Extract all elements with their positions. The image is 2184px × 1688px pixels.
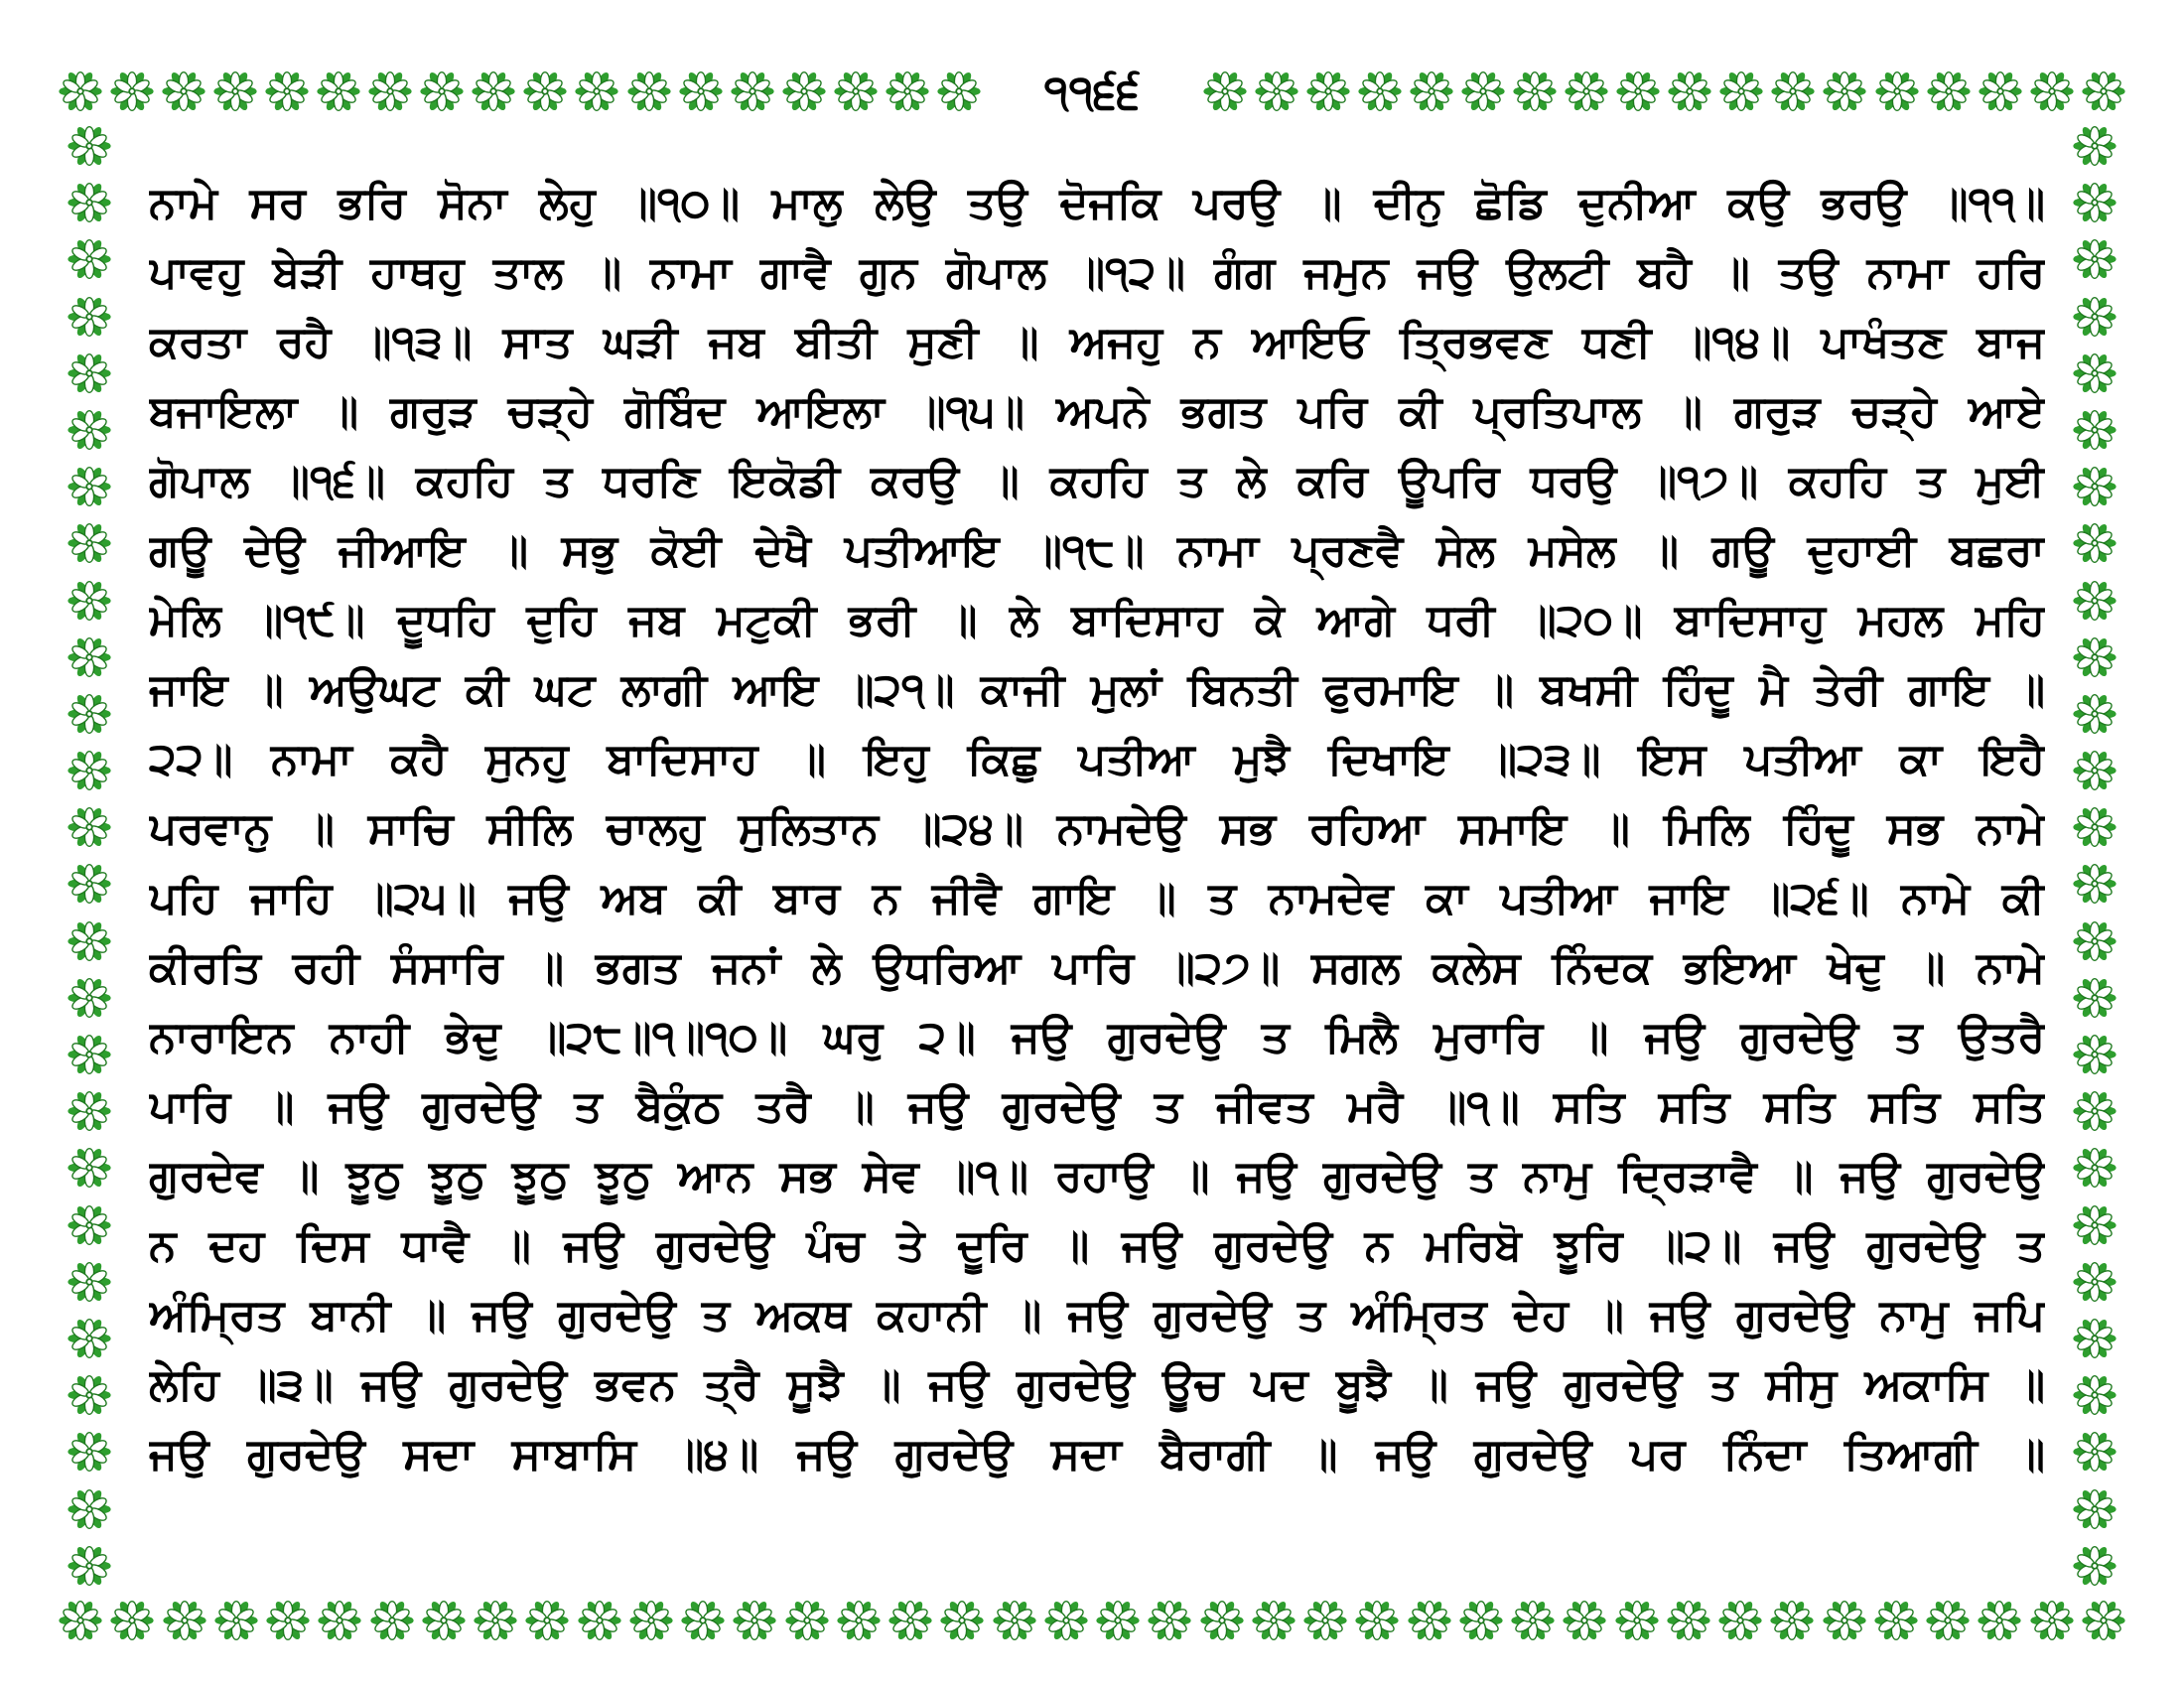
flower-icon	[2072, 1202, 2117, 1248]
flower-icon	[67, 236, 112, 282]
text-line: ਮੇਲਿ ॥੧੯॥ ਦੂਧਹਿ ਦੁਹਿ ਜਬ ਮਟੁਕੀ ਭਰੀ ॥ ਲੇ ਬਾਦਿਸਾਹ ਕੇ ਆਗੇ ਧਰੀ ॥੨੦॥ ਬਾਦਿਸਾਹੁ ਮਹਲ ਮਹਿ	[149, 595, 2045, 645]
flower-icon	[2072, 1429, 2117, 1475]
flower-icon	[67, 520, 112, 566]
flower-icon	[58, 1598, 103, 1643]
flower-icon	[162, 1598, 207, 1643]
flower-icon	[67, 1543, 112, 1589]
flower-icon	[67, 1372, 112, 1418]
flower-icon	[2072, 294, 2117, 340]
flower-icon	[67, 1032, 112, 1077]
text-line: ਕਰਤਾ ਰਹੈ ॥੧੩॥ ਸਾਤ ਘੜੀ ਜਬ ਬੀਤੀ ਸੁਣੀ ॥ ਅਜਹੁ ਨ ਆਇਓ ਤ੍ਰਿਭਵਣ ਧਣੀ ॥੧੪॥ ਪਾਖੰਤਣ ਬਾਜ	[149, 317, 2045, 367]
flower-icon	[67, 918, 112, 964]
flower-icon	[67, 1259, 112, 1305]
flower-icon	[1095, 1598, 1141, 1643]
flower-icon	[2072, 180, 2117, 225]
flower-icon	[2072, 1486, 2117, 1532]
flower-icon	[577, 1598, 622, 1643]
flower-icon	[2072, 464, 2117, 509]
text-line: ਕੀਰਤਿ ਰਹੀ ਸੰਸਾਰਿ ॥ ਭਗਤ ਜਨਾਂ ਲੇ ਉਧਰਿਆ ਪਾਰਿ ॥੨੭॥ ਸਗਲ ਕਲੇਸ ਨਿੰਦਕ ਭਇਆ ਖੇਦੁ ॥ ਨਾਮੇ	[149, 942, 2045, 993]
flower-icon	[1458, 1598, 1504, 1643]
flower-icon	[67, 1486, 112, 1532]
flower-icon	[2072, 236, 2117, 282]
flower-icon	[317, 1598, 362, 1643]
border-right	[2063, 123, 2126, 1589]
text-line: ਗਊ ਦੇਉ ਜੀਆਇ ॥ ਸਭੁ ਕੋਈ ਦੇਖੈ ਪਤੀਆਇ ॥੧੮॥ ਨਾਮਾ ਪ੍ਰਣਵੈ ਸੇਲ ਮਸੇਲ ॥ ਗਊ ਦੁਹਾਈ ਬਛਰਾ	[149, 525, 2045, 576]
flower-icon	[67, 1202, 112, 1248]
flower-icon	[1510, 1598, 1556, 1643]
flower-icon	[887, 1598, 933, 1643]
flower-icon	[67, 861, 112, 907]
flower-icon	[1043, 1598, 1089, 1643]
text-line: ਨਾਮੇ ਸਰ ਭਰਿ ਸੋਨਾ ਲੇਹੁ ॥੧੦॥ ਮਾਲੁ ਲੇਉ ਤਉ ਦੋਜਕਿ ਪਰਉ ॥ ਦੀਨੁ ਛੋਡਿ ਦੁਨੀਆ ਕਉ ਭਰਉ ॥੧੧॥	[149, 178, 2045, 228]
flower-icon	[1873, 1598, 1919, 1643]
text-line: ਗੁਰਦੇਵ ॥ ਝੂਠੁ ਝੂਠੁ ਝੂਠੁ ਝੂਠੁ ਆਨ ਸਭ ਸੇਵ ॥੧॥ ਰਹਾਉ ॥ ਜਉ ਗੁਰਦੇਉ ਤ ਨਾਮੁ ਦ੍ਰਿੜਾਵੈ ॥ ਜਉ ਗੁਰਦੇਉ	[149, 1151, 2045, 1201]
flower-icon	[213, 1598, 259, 1643]
flower-icon	[109, 1598, 155, 1643]
flower-icon	[1925, 1598, 1971, 1643]
text-line: ੨੨॥ ਨਾਮਾ ਕਹੈ ਸੁਨਹੁ ਬਾਦਿਸਾਹ ॥ ਇਹੁ ਕਿਛੁ ਪਤੀਆ ਮੁਝੈ ਦਿਖਾਇ ॥੨੩॥ ਇਸ ਪਤੀਆ ਕਾ ਇਹੈ	[149, 734, 2045, 784]
flower-icon	[992, 1598, 1037, 1643]
flower-icon	[2072, 1032, 2117, 1077]
flower-icon	[524, 1598, 570, 1643]
flower-icon	[1302, 1598, 1348, 1643]
flower-icon	[2072, 634, 2117, 680]
flower-icon	[1199, 1598, 1245, 1643]
flower-icon	[2072, 804, 2117, 850]
flower-icon	[2072, 407, 2117, 453]
text-line: ਪਹਿ ਜਾਹਿ ॥੨੫॥ ਜਉ ਅਬ ਕੀ ਬਾਰ ਨ ਜੀਵੈ ਗਾਇ ॥ ਤ ਨਾਮਦੇਵ ਕਾ ਪਤੀਆ ਜਾਇ ॥੨੬॥ ਨਾਮੇ ਕੀ	[149, 873, 2045, 923]
flower-icon	[421, 1598, 467, 1643]
flower-icon	[369, 1598, 415, 1643]
flower-icon	[67, 464, 112, 509]
flower-icon	[473, 1598, 518, 1643]
text-line: ਪਾਵਹੁ ਬੇੜੀ ਹਾਥਹੁ ਤਾਲ ॥ ਨਾਮਾ ਗਾਵੈ ਗੁਨ ਗੋਪਾਲ ॥੧੨॥ ਗੰਗ ਜਮੁਨ ਜਉ ਉਲਟੀ ਬਹੈ ॥ ਤਉ ਨਾਮਾ ਹਰਿ	[149, 247, 2045, 298]
border-left	[58, 123, 121, 1589]
flower-icon	[2072, 748, 2117, 793]
flower-icon	[67, 748, 112, 793]
flower-icon	[1822, 1598, 1867, 1643]
flower-icon	[2072, 123, 2117, 169]
flower-icon	[680, 1598, 726, 1643]
flower-icon	[1147, 1598, 1192, 1643]
flower-icon	[2072, 1372, 2117, 1418]
flower-icon	[2072, 861, 2117, 907]
flower-icon	[67, 578, 112, 624]
flower-icon	[67, 294, 112, 340]
flower-icon	[1977, 1598, 2022, 1643]
flower-icon	[67, 180, 112, 225]
text-line: ਪਰਵਾਨੁ ॥ ਸਾਚਿ ਸੀਲਿ ਚਾਲਹੁ ਸੁਲਿਤਾਨ ॥੨੪॥ ਨਾਮਦੇਉ ਸਭ ਰਹਿਆ ਸਮਾਇ ॥ ਮਿਲਿ ਹਿੰਦੂ ਸਭ ਨਾਮੇ	[149, 803, 2045, 854]
text-line: ਨਾਰਾਇਨ ਨਾਹੀ ਭੇਦੁ ॥੨੮॥੧॥੧੦॥ ਘਰੁ ੨॥ ਜਉ ਗੁਰਦੇਉ ਤ ਮਿਲੈ ਮੁਰਾਰਿ ॥ ਜਉ ਗੁਰਦੇਉ ਤ ਉਤਰੈ	[149, 1012, 2045, 1062]
border-bottom	[58, 1589, 2126, 1652]
flower-icon	[67, 1088, 112, 1134]
flower-icon	[2072, 1088, 2117, 1134]
flower-icon	[1407, 1598, 1452, 1643]
flower-icon	[939, 1598, 985, 1643]
flower-icon	[2072, 1259, 2117, 1305]
flower-icon	[67, 123, 112, 169]
text-line: ਗੋਪਾਲ ॥੧੬॥ ਕਹਹਿ ਤ ਧਰਣਿ ਇਕੋਡੀ ਕਰਉ ॥ ਕਹਹਿ ਤ ਲੇ ਕਰਿ ਊਪਰਿ ਧਰਉ ॥੧੭॥ ਕਹਹਿ ਤ ਮੁਈ	[149, 456, 2045, 506]
page-number: ੧੧੬੬	[1043, 65, 1141, 118]
flower-icon	[1614, 1598, 1660, 1643]
flower-icon	[1354, 1598, 1400, 1643]
flower-icon	[67, 634, 112, 680]
flower-icon	[67, 804, 112, 850]
flower-icon	[2072, 1316, 2117, 1361]
flower-icon	[67, 691, 112, 737]
text-line: ਪਾਰਿ ॥ ਜਉ ਗੁਰਦੇਉ ਤ ਬੈਕੁੰਠ ਤਰੈ ॥ ਜਉ ਗੁਰਦੇਉ ਤ ਜੀਵਤ ਮਰੈ ॥੧॥ ਸਤਿ ਸਤਿ ਸਤਿ ਸਤਿ ਸਤਿ	[149, 1081, 2045, 1132]
flower-icon	[2072, 351, 2117, 396]
flower-icon	[265, 1598, 311, 1643]
flower-icon	[2072, 1543, 2117, 1589]
flower-icon	[67, 1429, 112, 1475]
flower-icon	[2081, 1598, 2126, 1643]
flower-icon	[67, 351, 112, 396]
flower-icon	[1251, 1598, 1297, 1643]
text-line: ਅੰਮ੍ਰਿਤ ਬਾਨੀ ॥ ਜਉ ਗੁਰਦੇਉ ਤ ਅਕਥ ਕਹਾਨੀ ॥ ਜਉ ਗੁਰਦੇਉ ਤ ਅੰਮ੍ਰਿਤ ਦੇਹ ॥ ਜਉ ਗੁਰਦੇਉ ਨਾਮੁ ਜਪਿ	[149, 1290, 2045, 1340]
flower-icon	[67, 407, 112, 453]
text-line: ਬਜਾਇਲਾ ॥ ਗਰੁੜ ਚੜ੍ਹੇ ਗੋਬਿੰਦ ਆਇਲਾ ॥੧੫॥ ਅਪਨੇ ਭਗਤ ਪਰਿ ਕੀ ਪ੍ਰਤਿਪਾਲ ॥ ਗਰੁੜ ਚੜ੍ਹੇ ਆਏ	[149, 386, 2045, 437]
flower-icon	[2072, 918, 2117, 964]
flower-icon	[67, 975, 112, 1021]
flower-icon	[2072, 520, 2117, 566]
flower-icon	[732, 1598, 777, 1643]
flower-icon	[2072, 578, 2117, 624]
text-line: ਜਉ ਗੁਰਦੇਉ ਸਦਾ ਸਾਬਾਸਿ ॥੪॥ ਜਉ ਗੁਰਦੇਉ ਸਦਾ ਬੈਰਾਗੀ ॥ ਜਉ ਗੁਰਦੇਉ ਪਰ ਨਿੰਦਾ ਤਿਆਗੀ ॥	[149, 1429, 2045, 1479]
flower-icon	[784, 1598, 830, 1643]
flower-icon	[2072, 1145, 2117, 1191]
text-line: ਜਾਇ ॥ ਅਉਘਟ ਕੀ ਘਟ ਲਾਗੀ ਆਇ ॥੨੧॥ ਕਾਜੀ ਮੁਲਾਂ ਬਿਨਤੀ ਫੁਰਮਾਇ ॥ ਬਖਸੀ ਹਿੰਦੂ ਮੈ ਤੇਰੀ ਗਾਇ ॥	[149, 664, 2045, 715]
flower-icon	[1769, 1598, 1815, 1643]
flower-icon	[67, 1145, 112, 1191]
flower-icon	[836, 1598, 882, 1643]
text-body	[149, 169, 2045, 1489]
flower-icon	[1666, 1598, 1711, 1643]
flower-icon	[1562, 1598, 1607, 1643]
flower-icon	[2072, 691, 2117, 737]
flower-icon	[1717, 1598, 1763, 1643]
text-line: ਲੇਹਿ ॥੩॥ ਜਉ ਗੁਰਦੇਉ ਭਵਨ ਤ੍ਰੈ ਸੂਝੈ ॥ ਜਉ ਗੁਰਦੇਉ ਊਚ ਪਦ ਬੂਝੈ ॥ ਜਉ ਗੁਰਦੇਉ ਤ ਸੀਸੁ ਅਕਾਸਿ ॥	[149, 1359, 2045, 1410]
text-line: ਨ ਦਹ ਦਿਸ ਧਾਵੈ ॥ ਜਉ ਗੁਰਦੇਉ ਪੰਚ ਤੇ ਦੂਰਿ ॥ ਜਉ ਗੁਰਦੇਉ ਨ ਮਰਿਬੋ ਝੂਰਿ ॥੨॥ ਜਉ ਗੁਰਦੇਉ ਤ	[149, 1220, 2045, 1271]
flower-icon	[628, 1598, 674, 1643]
flower-icon	[2072, 975, 2117, 1021]
flower-icon	[2029, 1598, 2075, 1643]
flower-icon	[67, 1316, 112, 1361]
